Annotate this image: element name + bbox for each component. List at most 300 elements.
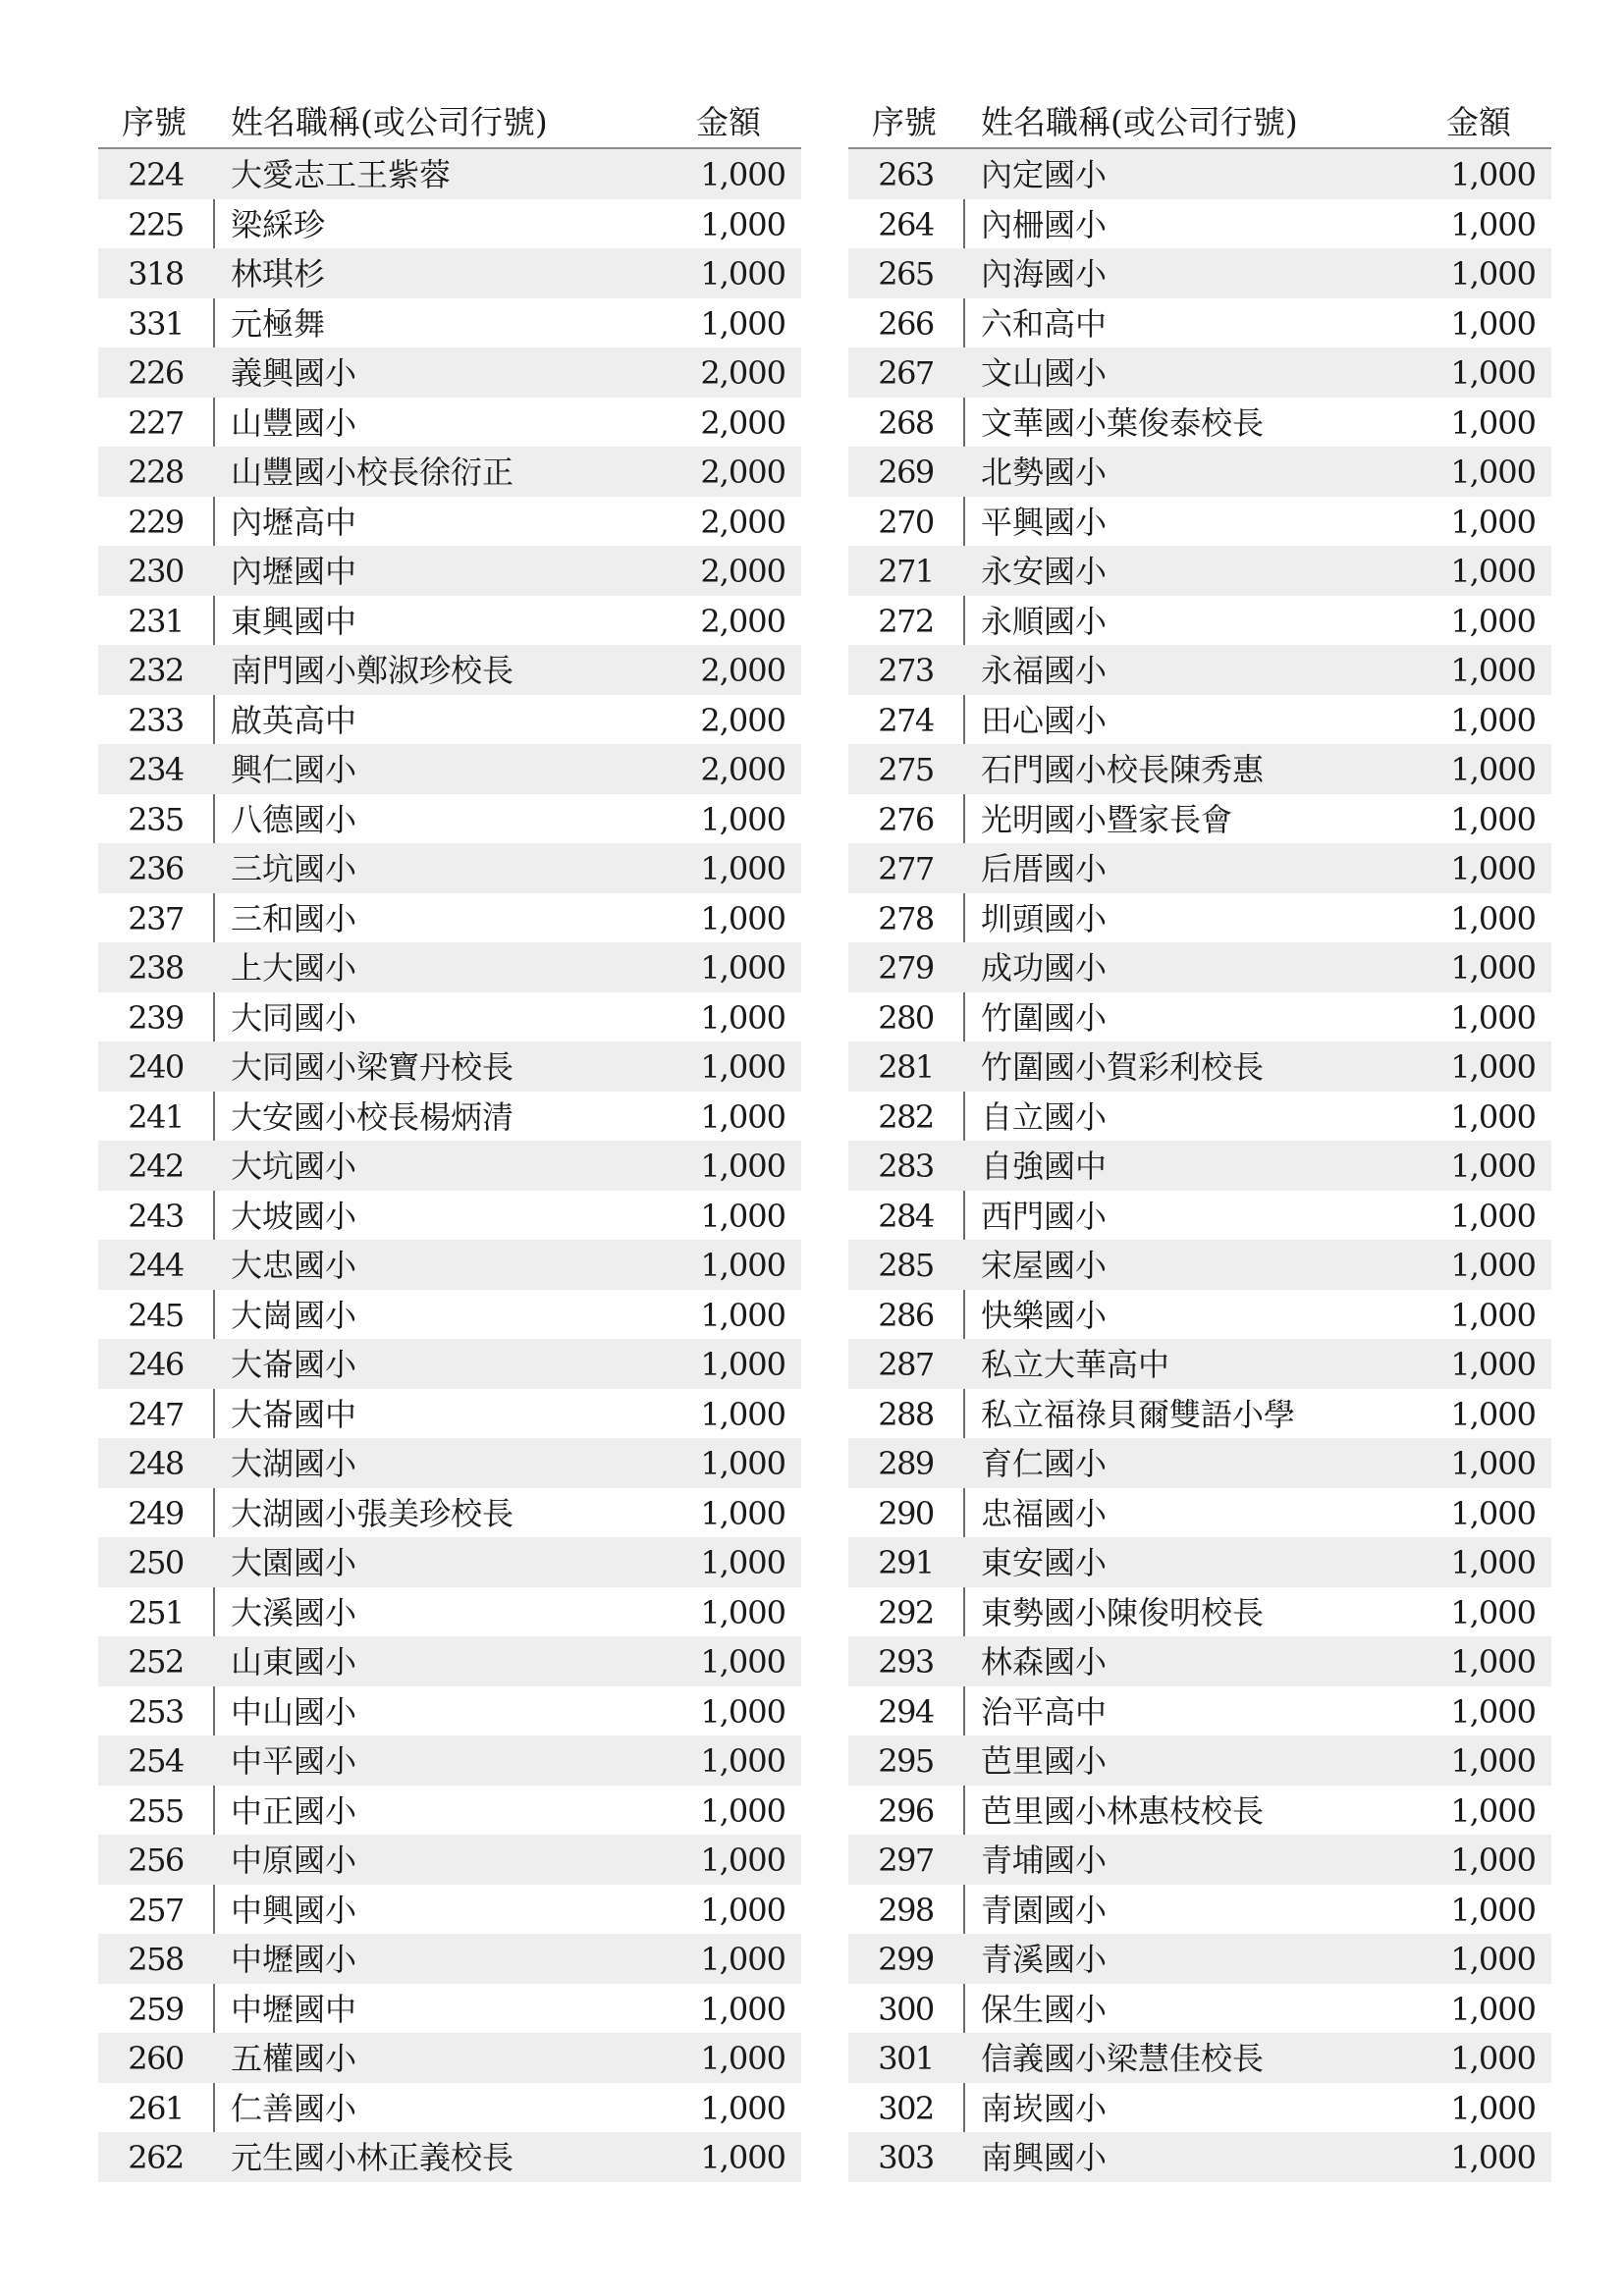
table-body	[98, 149, 801, 2182]
row-amount: 2,000	[700, 503, 785, 541]
table-row	[848, 1786, 1551, 1836]
table-row	[98, 1290, 801, 1340]
row-name: 青溪國小	[981, 1941, 1108, 1978]
row-seq: 288	[878, 1395, 934, 1433]
row-name: 自立國小	[981, 1097, 1108, 1136]
row-amount: 1,000	[1450, 1346, 1536, 1383]
table-row	[98, 1686, 801, 1736]
row-name: 山豐國小校長徐衍正	[231, 454, 514, 491]
row-name: 大園國小	[231, 1544, 357, 1581]
row-amount: 1,000	[700, 1990, 785, 2028]
donor-table-right	[848, 95, 1551, 2182]
table-row	[848, 1240, 1551, 1290]
row-name: 私立福祿貝爾雙語小學	[981, 1395, 1296, 1433]
row-seq: 258	[128, 1941, 184, 1978]
row-name: 治平高中	[981, 1692, 1108, 1731]
table-row	[98, 199, 801, 249]
row-seq: 265	[878, 255, 934, 293]
row-name: 圳頭國小	[981, 899, 1108, 937]
row-name: 大坡國小	[231, 1197, 357, 1235]
table-row	[98, 1488, 801, 1538]
table-row	[98, 1636, 801, 1686]
row-amount: 1,000	[1450, 1593, 1536, 1631]
row-name: 保生國小	[981, 1990, 1108, 2028]
row-seq: 282	[878, 1097, 934, 1136]
table-row	[98, 843, 801, 893]
row-name: 大崙國小	[231, 1346, 357, 1383]
table-row	[848, 248, 1551, 298]
row-name: 林琪杉	[231, 255, 326, 293]
row-amount: 1,000	[1450, 1494, 1536, 1532]
row-amount: 2,000	[700, 403, 785, 442]
row-name: 芭里國小林惠枝校長	[981, 1791, 1265, 1830]
row-seq: 300	[878, 1990, 934, 2028]
row-name: 永福國小	[981, 652, 1108, 689]
table-row	[98, 1934, 801, 1984]
row-name: 內海國小	[981, 255, 1108, 293]
header-seq: 序號	[122, 103, 187, 141]
row-amount: 1,000	[700, 949, 785, 987]
table-row	[848, 596, 1551, 646]
row-amount: 1,000	[1450, 2040, 1536, 2077]
row-name: 青埔國小	[981, 1842, 1108, 1879]
row-name: 內壢高中	[231, 503, 357, 541]
table-row	[98, 596, 801, 646]
table-row	[848, 1835, 1551, 1885]
row-amount: 1,000	[1450, 304, 1536, 343]
table-row	[848, 843, 1551, 893]
row-amount: 1,000	[1450, 1891, 1536, 1929]
table-row	[848, 1686, 1551, 1736]
row-seq: 246	[128, 1346, 184, 1383]
table-row	[848, 2033, 1551, 2083]
table-row	[848, 695, 1551, 745]
row-seq: 243	[128, 1197, 184, 1235]
row-amount: 1,000	[1450, 602, 1536, 640]
table-row	[848, 1389, 1551, 1439]
row-name: 中壢國小	[231, 1941, 357, 1978]
table-row	[848, 398, 1551, 448]
row-name: 中壢國中	[231, 1990, 357, 2028]
row-name: 成功國小	[981, 949, 1108, 987]
table-row	[848, 1488, 1551, 1538]
table-row	[98, 1438, 801, 1488]
row-seq: 293	[878, 1643, 934, 1681]
row-amount: 1,000	[1450, 949, 1536, 987]
row-amount: 1,000	[700, 998, 785, 1037]
table-row	[848, 1934, 1551, 1984]
row-seq: 256	[128, 1842, 184, 1879]
row-seq: 279	[878, 949, 934, 987]
row-seq: 252	[128, 1643, 184, 1681]
row-seq: 230	[128, 553, 184, 590]
row-seq: 318	[128, 255, 184, 293]
row-seq: 277	[878, 850, 934, 887]
row-amount: 1,000	[1450, 1048, 1536, 1086]
table-row	[848, 992, 1551, 1042]
table-row	[98, 744, 801, 794]
row-amount: 1,000	[700, 2139, 785, 2176]
row-name: 大崙國中	[231, 1395, 357, 1433]
row-seq: 253	[128, 1692, 184, 1731]
row-amount: 1,000	[700, 1692, 785, 1731]
row-name: 義興國小	[231, 354, 357, 392]
row-amount: 1,000	[700, 1247, 785, 1284]
table-row	[848, 1885, 1551, 1935]
row-name: 梁綵珍	[231, 205, 326, 243]
table-body	[848, 149, 1551, 2182]
row-seq: 331	[128, 304, 184, 343]
row-seq: 289	[878, 1445, 934, 1482]
table-row	[98, 546, 801, 596]
row-amount: 1,000	[1450, 1941, 1536, 1978]
table-row	[848, 149, 1551, 199]
table-row	[848, 347, 1551, 398]
table-row	[98, 1537, 801, 1587]
row-seq: 259	[128, 1990, 184, 2028]
row-seq: 228	[128, 454, 184, 491]
table-row	[98, 1835, 801, 1885]
row-amount: 1,000	[1450, 503, 1536, 541]
row-seq: 287	[878, 1346, 934, 1383]
row-seq: 238	[128, 949, 184, 987]
row-name: 南門國小鄭淑珍校長	[231, 652, 514, 689]
row-seq: 241	[128, 1097, 184, 1136]
row-name: 文山國小	[981, 354, 1108, 392]
row-name: 平興國小	[981, 503, 1108, 541]
row-seq: 272	[878, 602, 934, 640]
row-seq: 249	[128, 1494, 184, 1532]
table-row	[848, 1636, 1551, 1686]
table-row	[848, 497, 1551, 547]
row-seq: 278	[878, 899, 934, 937]
row-amount: 1,000	[700, 205, 785, 243]
row-name: 北勢國小	[981, 454, 1108, 491]
row-name: 仁善國小	[231, 2089, 357, 2127]
row-amount: 1,000	[700, 1395, 785, 1433]
header-amount: 金額	[1446, 103, 1511, 141]
row-amount: 1,000	[700, 2089, 785, 2127]
row-name: 八德國小	[231, 800, 357, 838]
row-seq: 267	[878, 354, 934, 392]
row-name: 青園國小	[981, 1891, 1108, 1929]
row-name: 芭里國小	[981, 1742, 1108, 1780]
row-seq: 283	[878, 1148, 934, 1185]
row-amount: 1,000	[1450, 454, 1536, 491]
table-row	[98, 1984, 801, 2034]
row-name: 南崁國小	[981, 2089, 1108, 2127]
row-seq: 298	[878, 1891, 934, 1929]
row-amount: 1,000	[700, 1494, 785, 1532]
row-seq: 284	[878, 1197, 934, 1235]
table-row	[848, 447, 1551, 497]
table-row	[848, 546, 1551, 596]
row-seq: 299	[878, 1941, 934, 1978]
row-amount: 1,000	[1450, 998, 1536, 1037]
table-row	[848, 942, 1551, 992]
row-amount: 1,000	[700, 1941, 785, 1978]
row-seq: 225	[128, 205, 184, 243]
row-name: 文華國小葉俊泰校長	[981, 403, 1265, 442]
row-name: 大愛志工王紫蓉	[231, 156, 452, 193]
row-seq: 239	[128, 998, 184, 1037]
row-amount: 1,000	[700, 1891, 785, 1929]
row-name: 中原國小	[231, 1842, 357, 1879]
row-name: 內定國小	[981, 156, 1108, 193]
table-row	[98, 2033, 801, 2083]
row-seq: 251	[128, 1593, 184, 1631]
row-seq: 297	[878, 1842, 934, 1879]
table-row	[848, 1438, 1551, 1488]
row-amount: 1,000	[700, 156, 785, 193]
table-row	[848, 1587, 1551, 1637]
row-amount: 1,000	[1450, 850, 1536, 887]
row-name: 大忠國小	[231, 1247, 357, 1284]
table-row	[98, 1191, 801, 1241]
row-seq: 270	[878, 503, 934, 541]
row-amount: 2,000	[700, 602, 785, 640]
table-row	[98, 1587, 801, 1637]
row-seq: 296	[878, 1791, 934, 1830]
row-seq: 254	[128, 1742, 184, 1780]
row-amount: 1,000	[700, 1048, 785, 1086]
row-name: 大湖國小	[231, 1445, 357, 1482]
row-seq: 255	[128, 1791, 184, 1830]
row-name: 大溪國小	[231, 1593, 357, 1631]
row-seq: 232	[128, 652, 184, 689]
row-amount: 1,000	[1450, 1643, 1536, 1681]
row-name: 五權國小	[231, 2040, 357, 2077]
row-seq: 262	[128, 2139, 184, 2176]
table-row	[848, 794, 1551, 844]
row-seq: 290	[878, 1494, 934, 1532]
row-amount: 1,000	[700, 1296, 785, 1334]
row-seq: 295	[878, 1742, 934, 1780]
row-amount: 1,000	[700, 1148, 785, 1185]
row-seq: 268	[878, 403, 934, 442]
row-amount: 1,000	[700, 304, 785, 343]
row-name: 東興國中	[231, 602, 357, 640]
row-amount: 1,000	[1450, 255, 1536, 293]
row-name: 元極舞	[231, 304, 326, 343]
table-header	[98, 95, 801, 149]
row-name: 元生國小林正義校長	[231, 2139, 514, 2176]
row-name: 永順國小	[981, 602, 1108, 640]
row-amount: 2,000	[700, 701, 785, 739]
row-seq: 292	[878, 1593, 934, 1631]
table-row	[848, 1339, 1551, 1389]
row-name: 東勢國小陳俊明校長	[981, 1593, 1265, 1631]
table-row	[848, 1191, 1551, 1241]
row-amount: 1,000	[1450, 553, 1536, 590]
table-row	[848, 645, 1551, 695]
row-seq: 242	[128, 1148, 184, 1185]
row-seq: 236	[128, 850, 184, 887]
row-seq: 248	[128, 1445, 184, 1482]
row-name: 西門國小	[981, 1197, 1108, 1235]
table-row	[98, 1885, 801, 1935]
row-seq: 271	[878, 553, 934, 590]
header-seq: 序號	[872, 103, 937, 141]
row-seq: 281	[878, 1048, 934, 1086]
table-row	[98, 1735, 801, 1786]
row-seq: 280	[878, 998, 934, 1037]
table-row	[98, 794, 801, 844]
table-row	[848, 2083, 1551, 2133]
row-name: 中興國小	[231, 1891, 357, 1929]
row-name: 山東國小	[231, 1643, 357, 1681]
row-name: 竹圍國小	[981, 998, 1108, 1037]
row-name: 六和高中	[981, 304, 1108, 343]
row-name: 南興國小	[981, 2139, 1108, 2176]
row-name: 石門國小校長陳秀惠	[981, 751, 1265, 788]
row-seq: 285	[878, 1247, 934, 1284]
row-amount: 1,000	[1450, 1445, 1536, 1482]
table-row	[98, 1141, 801, 1191]
row-name: 上大國小	[231, 949, 357, 987]
row-name: 光明國小暨家長會	[981, 800, 1233, 838]
row-amount: 1,000	[1450, 205, 1536, 243]
table-row	[848, 298, 1551, 348]
row-amount: 1,000	[700, 255, 785, 293]
row-amount: 1,000	[1450, 1197, 1536, 1235]
row-seq: 302	[878, 2089, 934, 2127]
row-amount: 1,000	[1450, 1742, 1536, 1780]
row-name: 興仁國小	[231, 751, 357, 788]
row-name: 自強國中	[981, 1148, 1108, 1185]
row-name: 啟英高中	[231, 701, 357, 739]
row-amount: 1,000	[1450, 156, 1536, 193]
row-amount: 1,000	[700, 1346, 785, 1383]
row-name: 中山國小	[231, 1692, 357, 1731]
row-name: 大同國小梁寶丹校長	[231, 1048, 514, 1086]
row-amount: 2,000	[700, 652, 785, 689]
row-seq: 275	[878, 751, 934, 788]
table-row	[848, 1141, 1551, 1191]
row-name: 信義國小梁慧佳校長	[981, 2040, 1265, 2077]
table-row	[848, 1735, 1551, 1786]
row-name: 大同國小	[231, 998, 357, 1037]
row-amount: 1,000	[700, 800, 785, 838]
row-amount: 1,000	[700, 1544, 785, 1581]
row-amount: 1,000	[700, 2040, 785, 2077]
row-amount: 1,000	[700, 1643, 785, 1681]
table-row	[848, 199, 1551, 249]
table-row	[98, 1339, 801, 1389]
row-seq: 227	[128, 403, 184, 442]
row-name: 忠福國小	[981, 1494, 1108, 1532]
row-seq: 303	[878, 2139, 934, 2176]
table-row	[98, 149, 801, 199]
row-amount: 1,000	[1450, 1296, 1536, 1334]
row-amount: 1,000	[1450, 1097, 1536, 1136]
row-seq: 266	[878, 304, 934, 343]
table-row	[98, 447, 801, 497]
row-amount: 1,000	[700, 850, 785, 887]
row-seq: 291	[878, 1544, 934, 1581]
row-name: 宋屋國小	[981, 1247, 1108, 1284]
table-row	[98, 2083, 801, 2133]
row-name: 大安國小校長楊炳清	[231, 1097, 514, 1136]
row-name: 后厝國小	[981, 850, 1108, 887]
row-name: 三和國小	[231, 899, 357, 937]
row-amount: 1,000	[700, 1742, 785, 1780]
row-name: 內柵國小	[981, 205, 1108, 243]
row-seq: 264	[878, 205, 934, 243]
row-name: 永安國小	[981, 553, 1108, 590]
row-name: 快樂國小	[981, 1296, 1108, 1334]
row-amount: 1,000	[1450, 354, 1536, 392]
table-row	[98, 942, 801, 992]
row-seq: 226	[128, 354, 184, 392]
table-row	[98, 1240, 801, 1290]
row-amount: 1,000	[700, 1445, 785, 1482]
table-row	[98, 298, 801, 348]
row-amount: 1,000	[1450, 1395, 1536, 1433]
row-amount: 1,000	[1450, 1544, 1536, 1581]
table-row	[848, 1041, 1551, 1092]
row-name: 大崗國小	[231, 1296, 357, 1334]
row-seq: 231	[128, 602, 184, 640]
row-amount: 1,000	[700, 1197, 785, 1235]
table-header	[848, 95, 1551, 149]
table-row	[98, 1389, 801, 1439]
row-amount: 1,000	[1450, 403, 1536, 442]
row-amount: 1,000	[1450, 2139, 1536, 2176]
row-amount: 1,000	[1450, 800, 1536, 838]
table-row	[848, 1092, 1551, 1142]
table-row	[848, 744, 1551, 794]
table-row	[98, 893, 801, 943]
donor-table-left	[98, 95, 801, 2182]
table-row	[98, 398, 801, 448]
row-seq: 235	[128, 800, 184, 838]
table-row	[98, 992, 801, 1042]
row-seq: 229	[128, 503, 184, 541]
row-amount: 1,000	[1450, 751, 1536, 788]
row-seq: 260	[128, 2040, 184, 2077]
table-row	[848, 2132, 1551, 2182]
row-amount: 1,000	[1450, 701, 1536, 739]
header-name: 姓名職稱(或公司行號)	[231, 103, 548, 141]
table-row	[98, 695, 801, 745]
row-seq: 261	[128, 2089, 184, 2127]
row-seq: 244	[128, 1247, 184, 1284]
row-name: 林森國小	[981, 1643, 1108, 1681]
row-seq: 294	[878, 1692, 934, 1731]
table-row	[98, 1041, 801, 1092]
row-amount: 1,000	[1450, 2089, 1536, 2127]
table-row	[848, 1537, 1551, 1587]
row-amount: 1,000	[700, 1842, 785, 1879]
table-row	[848, 893, 1551, 943]
row-seq: 301	[878, 2040, 934, 2077]
row-amount: 2,000	[700, 354, 785, 392]
row-amount: 2,000	[700, 751, 785, 788]
row-amount: 1,000	[1450, 1791, 1536, 1830]
table-row	[98, 645, 801, 695]
table-row	[98, 497, 801, 547]
row-amount: 1,000	[1450, 1692, 1536, 1731]
row-amount: 1,000	[700, 1791, 785, 1830]
table-row	[848, 1984, 1551, 2034]
row-name: 山豐國小	[231, 403, 357, 442]
header-name: 姓名職稱(或公司行號)	[981, 103, 1298, 141]
row-name: 內壢國中	[231, 553, 357, 590]
table-row	[98, 248, 801, 298]
row-name: 中正國小	[231, 1791, 357, 1830]
table-row	[98, 347, 801, 398]
